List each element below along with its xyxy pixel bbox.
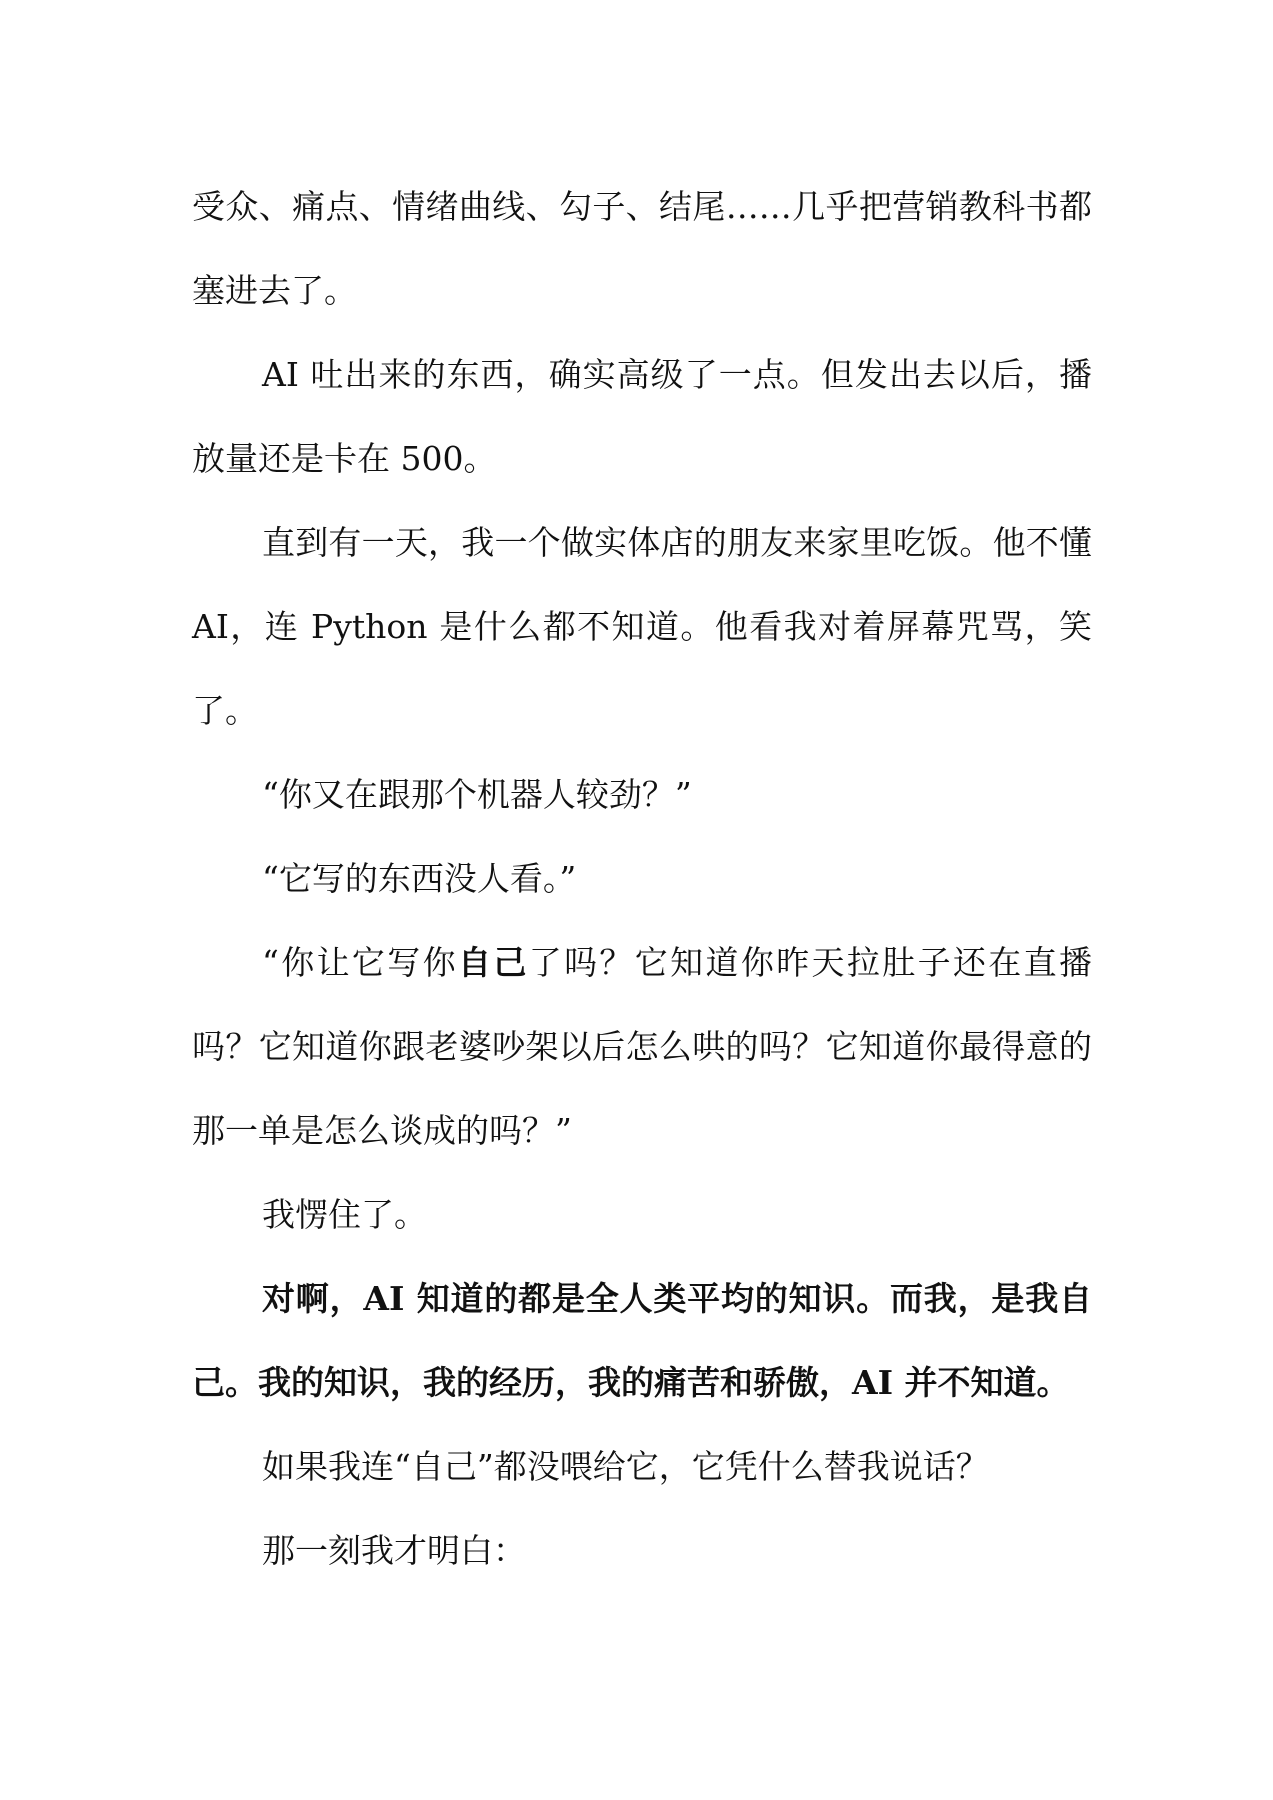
paragraph-text: 我愣住了。 — [262, 1195, 427, 1234]
paragraph — [192, 1173, 1092, 1257]
paragraph-text: “你让它写你 — [262, 943, 458, 982]
paragraph-text: 直到有一天，我一个做实体店的朋友来家里吃饭。他不懂 AI，连 Python 是什么都不知道。他看我对着屏幕咒骂，笑了。 — [192, 523, 1092, 730]
emphasized-paragraph — [192, 1257, 1092, 1425]
dialogue-line — [192, 837, 1092, 921]
paragraph-text: 受众、痛点、情绪曲线、勾子、结尾……几乎把营销教科书都塞进去了。 — [192, 187, 1092, 310]
paragraph — [192, 1425, 1092, 1509]
paragraph — [192, 165, 1092, 333]
dialogue-line — [192, 921, 1092, 1173]
paragraph-text: “它写的东西没人看。” — [262, 859, 577, 898]
document-body — [192, 165, 1092, 1593]
paragraph-text: “你又在跟那个机器人较劲？” — [262, 775, 692, 814]
paragraph — [192, 501, 1092, 753]
paragraph-text: 了吗？它知道你昨天拉肚子还在直播吗？它知道你跟老婆吵架以后怎么哄的吗？它知道你最得意的那一单是怎么谈成的吗？” — [192, 943, 1093, 1150]
paragraph-text: 如果我连“自己”都没喂给它，它凭什么替我说话？ — [262, 1447, 989, 1486]
paragraph — [192, 1509, 1092, 1593]
emphasized-text: 自己 — [458, 943, 529, 982]
paragraph-text: 那一刻我才明白： — [262, 1531, 526, 1570]
emphasized-text: 对啊，AI 知道的都是全人类平均的知识。而我，是我自己。我的知识，我的经历，我的痛苦和骄傲，AI 并不知道。 — [192, 1279, 1092, 1402]
paragraph-text: AI 吐出来的东西，确实高级了一点。但发出去以后，播放量还是卡在 500。 — [192, 355, 1092, 478]
paragraph — [192, 333, 1092, 501]
dialogue-line — [192, 753, 1092, 837]
